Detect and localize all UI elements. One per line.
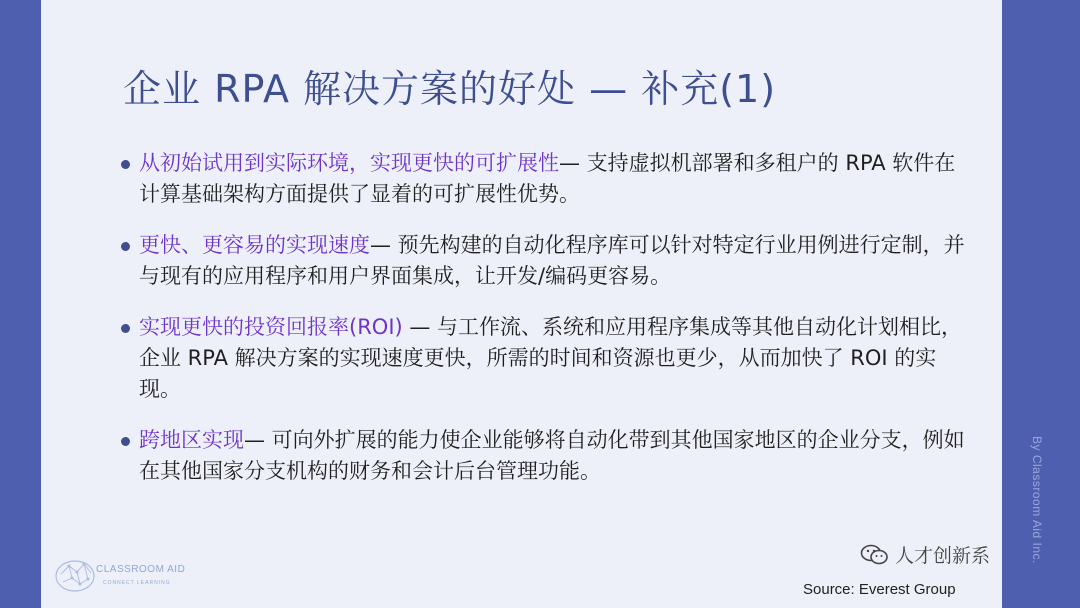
bullet-dot-icon xyxy=(121,160,130,169)
side-credit: By Classroom Aid Inc. xyxy=(1030,436,1044,564)
bullet-body: — 与工作流、系统和应用程序集成等其他自动化计划相比，企业 RPA 解决方案的实现速度更快，所需的时间和资源也更少，从而加快了 ROI 的实现。 xyxy=(139,315,963,401)
slide-title: 企业 RPA 解决方案的好处 — 补充(1) xyxy=(123,67,777,111)
bullet-heading: 实现更快的投资回报率(ROI) xyxy=(139,315,403,339)
logo-name: CLASSROOM AID xyxy=(96,564,186,575)
bullet-body: — 预先构建的自动化程序库可以针对特定行业用例进行定制，并与现有的应用程序和用户界面集成，让开发/编码更容易。 xyxy=(139,233,965,288)
bullet-dot-icon xyxy=(121,437,130,446)
bullet-item xyxy=(121,230,971,292)
brain-icon xyxy=(53,554,97,598)
source-citation: Source: Everest Group xyxy=(803,581,956,598)
bullet-heading: 从初始试用到实际环境，实现更快的可扩展性 xyxy=(139,151,559,175)
bullet-body: — 支持虚拟机部署和多租户的 RPA 软件在计算基础架构方面提供了显着的可扩展性优势。 xyxy=(139,151,956,206)
bullet-item xyxy=(121,312,971,405)
bullet-body: — 可向外扩展的能力使企业能够将自动化带到其他国家地区的企业分支，例如在其他国家分支机构的财务和会计后台管理功能。 xyxy=(139,428,965,483)
bullet-dot-icon xyxy=(121,324,130,333)
slide-canvas xyxy=(41,0,1002,608)
watermark-text: 人才创新系 xyxy=(895,545,991,567)
logo-tagline: CONNECT LEARNING xyxy=(103,580,171,586)
wechat-watermark xyxy=(860,541,990,568)
bullet-item xyxy=(121,425,971,487)
classroom-aid-logo xyxy=(53,552,213,602)
bullet-list xyxy=(121,148,971,507)
wechat-icon xyxy=(860,543,890,567)
bullet-item xyxy=(121,148,971,210)
bullet-heading: 跨地区实现 xyxy=(139,428,244,452)
bullet-dot-icon xyxy=(121,242,130,251)
bullet-heading: 更快、更容易的实现速度 xyxy=(139,233,370,257)
